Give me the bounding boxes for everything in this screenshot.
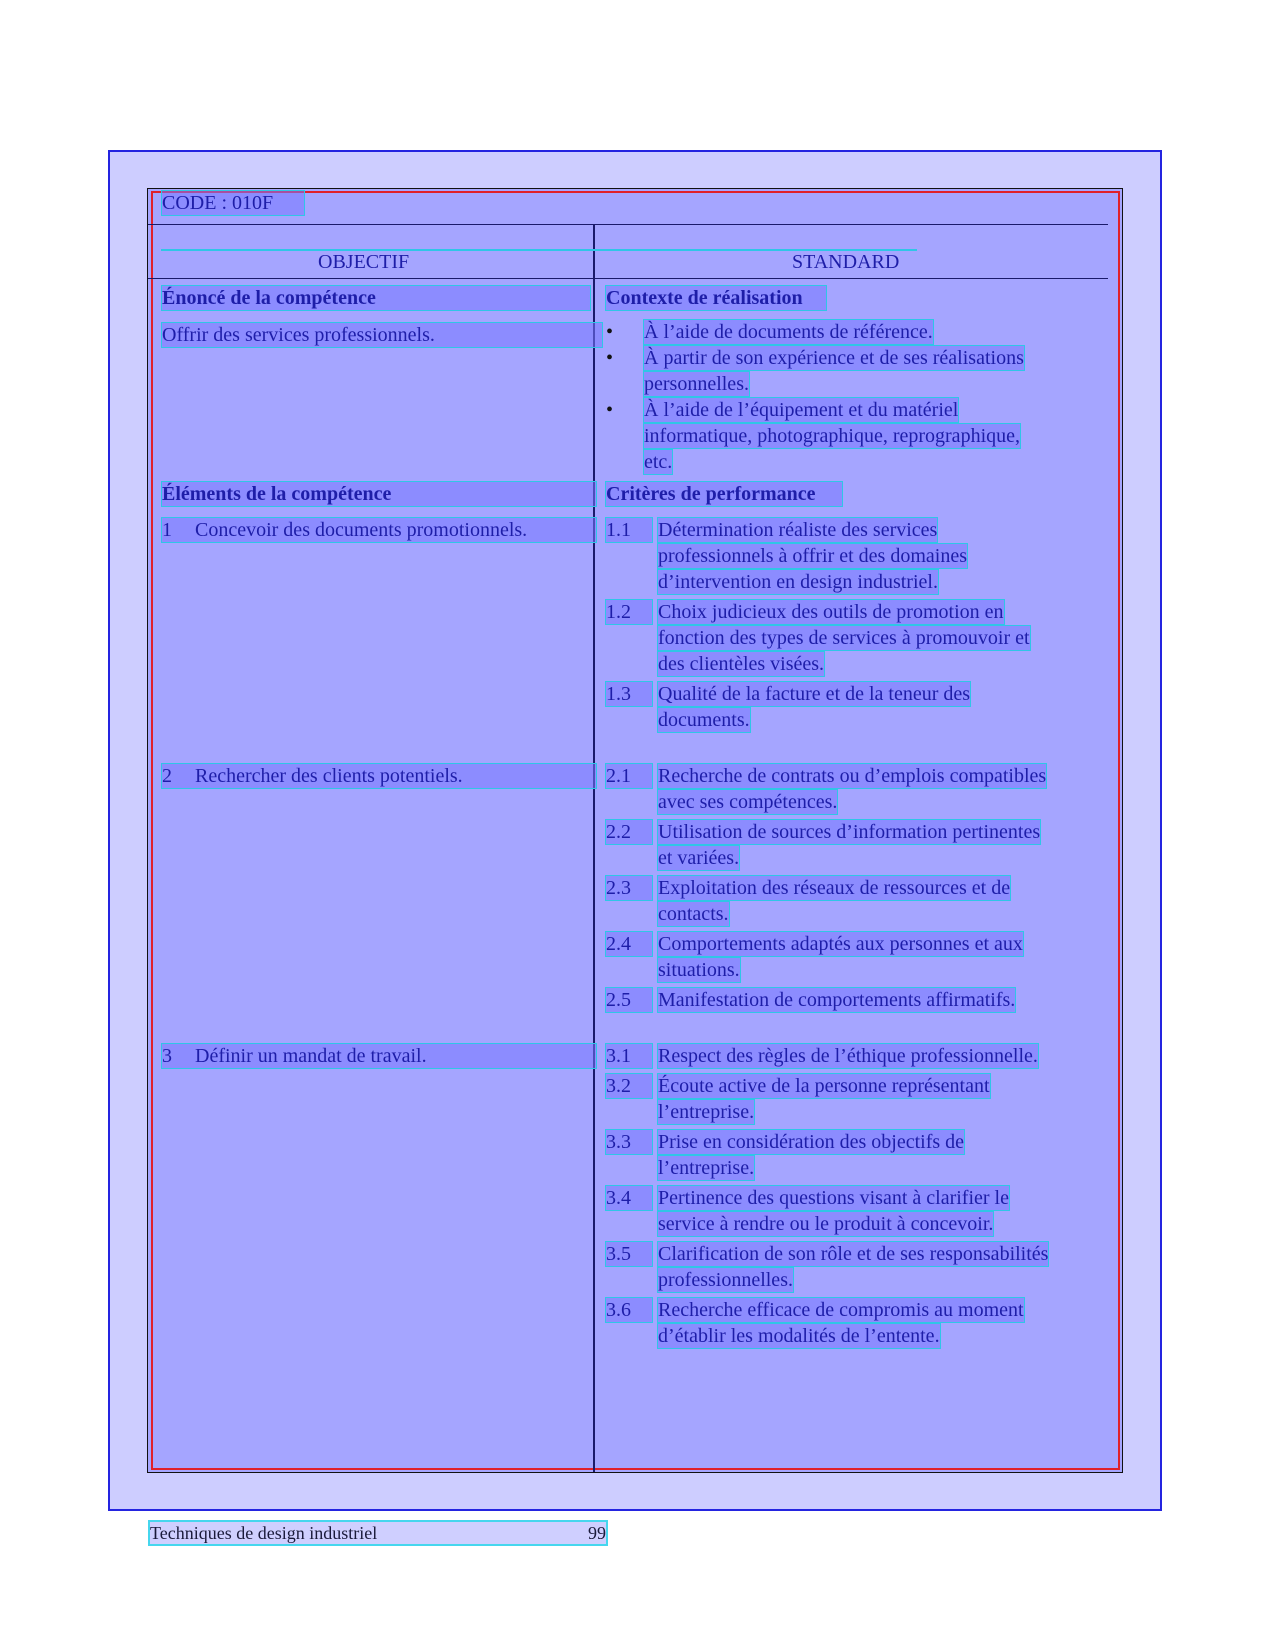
bullet-icon: •: [606, 347, 614, 369]
element-text: Rechercher des clients potentiels.: [195, 765, 463, 787]
element-item: [162, 518, 596, 542]
code-label: CODE : 010F: [162, 191, 304, 215]
criteres-heading: Critères de performance: [606, 482, 842, 506]
critere-line: Manifestation de comportements affirmatifs.: [658, 989, 1016, 1011]
critere-line: Détermination réaliste des services: [658, 519, 938, 541]
contexte-line: informatique, photographique, reprographique,: [644, 425, 1020, 447]
element-text: Concevoir des documents promotionnels.: [195, 519, 528, 541]
contexte-line: À l’aide de documents de référence.: [644, 321, 933, 343]
bullet-icon: •: [606, 321, 614, 343]
critere-line: Exploitation des réseaux de ressources et de: [658, 877, 1011, 899]
critere-line: fonction des types de services à promouvoir et: [658, 627, 1030, 649]
critere-line: Comportements adaptés aux personnes et aux: [658, 933, 1023, 955]
critere-line: et variées.: [658, 847, 740, 869]
column-divider: [593, 225, 595, 1472]
critere-number: 3.6: [606, 1298, 652, 1322]
element-item: [162, 764, 596, 788]
contexte-line: À l’aide de l’équipement et du matériel: [644, 399, 959, 421]
element-number: 2: [162, 765, 172, 787]
critere-number: 1.3: [606, 682, 652, 706]
critere-line: Écoute active de la personne représentant: [658, 1075, 990, 1097]
enonce-text: Offrir des services professionnels.: [162, 323, 602, 347]
code-row-divider: [148, 224, 1108, 225]
enonce-heading: Énoncé de la compétence: [162, 286, 590, 310]
critere-line: professionnels à offrir et des domaines: [658, 545, 967, 567]
critere-number: 3.2: [606, 1074, 652, 1098]
critere-line: Choix judicieux des outils de promotion en: [658, 601, 1004, 623]
critere-line: Recherche de contrats ou d’emplois compatibles: [658, 765, 1047, 787]
critere-line: Pertinence des questions visant à clarifier le: [658, 1187, 1009, 1209]
header-objectif: OBJECTIF: [318, 251, 410, 273]
critere-number: 1.1: [606, 518, 652, 542]
critere-number: 3.1: [606, 1044, 652, 1068]
critere-number: 3.5: [606, 1242, 652, 1266]
header-standard: STANDARD: [792, 251, 900, 273]
critere-line: Qualité de la facture et de la teneur des: [658, 683, 971, 705]
critere-number: 2.1: [606, 764, 652, 788]
critere-line: Utilisation de sources d’information pertinentes: [658, 821, 1041, 843]
critere-number: 2.5: [606, 988, 652, 1012]
header-row-divider: [148, 278, 1108, 279]
critere-line: Prise en considération des objectifs de: [658, 1131, 965, 1153]
critere-number: 2.3: [606, 876, 652, 900]
critere-line: contacts.: [658, 903, 729, 925]
critere-line: des clientèles visées.: [658, 653, 825, 675]
critere-line: service à rendre ou le produit à concevoir.: [658, 1213, 994, 1235]
contexte-line: personnelles.: [644, 373, 749, 395]
critere-line: professionnelles.: [658, 1269, 793, 1291]
element-text: Définir un mandat de travail.: [195, 1045, 427, 1067]
element-item: [162, 1044, 596, 1068]
contexte-heading: Contexte de réalisation: [606, 286, 826, 310]
contexte-line: etc.: [644, 451, 673, 473]
critere-number: 2.2: [606, 820, 652, 844]
element-number: 1: [162, 519, 172, 541]
critere-number: 3.4: [606, 1186, 652, 1210]
page-footer: [150, 1522, 606, 1544]
footer-title: Techniques de design industriel: [150, 1523, 378, 1543]
bullet-icon: •: [606, 399, 614, 421]
page-number: 99: [588, 1523, 606, 1543]
critere-number: 3.3: [606, 1130, 652, 1154]
element-number: 3: [162, 1045, 172, 1067]
critere-line: Respect des règles de l’éthique professionnelle.: [658, 1045, 1038, 1067]
critere-line: situations.: [658, 959, 740, 981]
critere-line: Clarification de son rôle et de ses responsabilités: [658, 1243, 1049, 1265]
critere-line: avec ses compétences.: [658, 791, 838, 813]
critere-line: Recherche efficace de compromis au moment: [658, 1299, 1024, 1321]
critere-line: documents.: [658, 709, 750, 731]
elements-heading: Éléments de la compétence: [162, 482, 596, 506]
critere-line: d’intervention en design industriel.: [658, 571, 938, 593]
critere-number: 2.4: [606, 932, 652, 956]
critere-line: d’établir les modalités de l’entente.: [658, 1325, 940, 1347]
contexte-line: À partir de son expérience et de ses réalisations: [644, 347, 1024, 369]
critere-line: l’entreprise.: [658, 1157, 755, 1179]
critere-number: 1.2: [606, 600, 652, 624]
critere-line: l’entreprise.: [658, 1101, 755, 1123]
